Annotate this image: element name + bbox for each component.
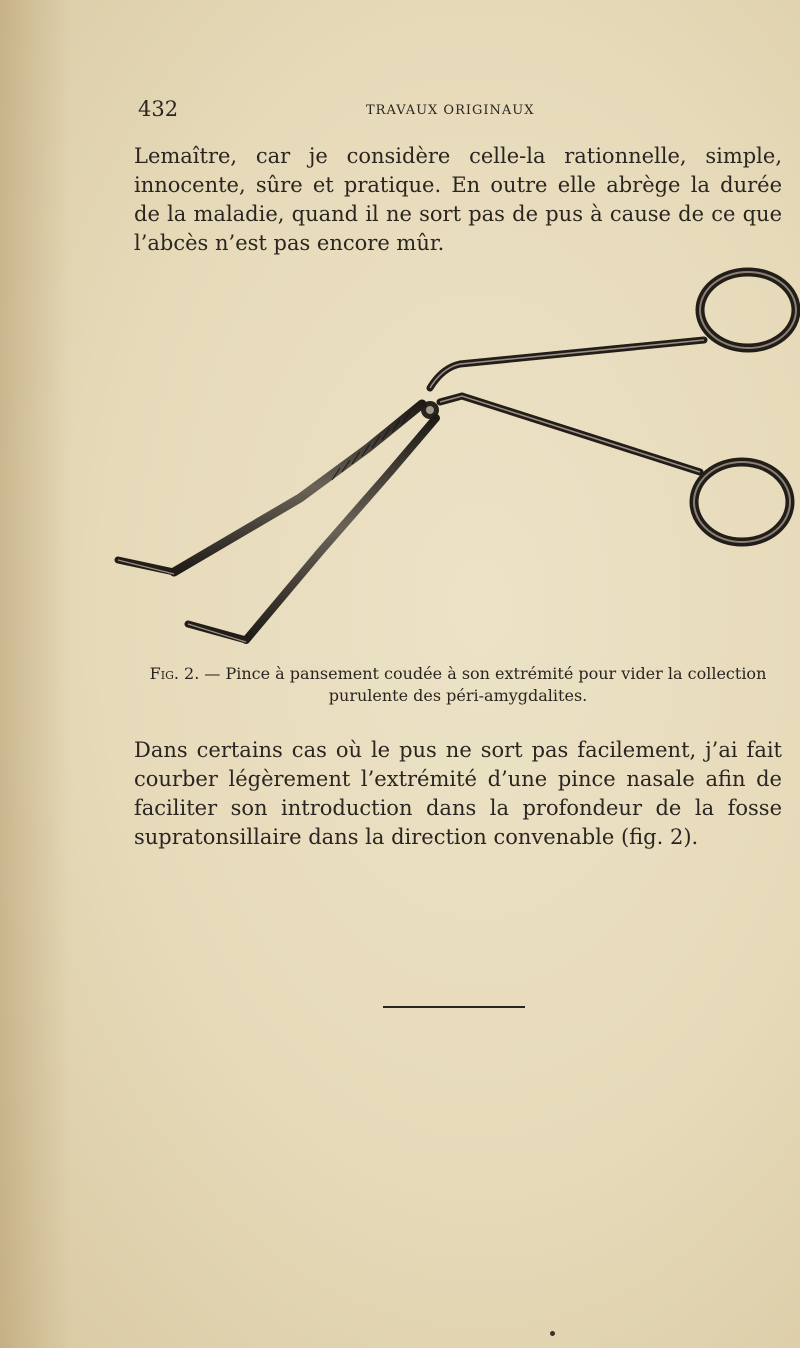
section-end-rule	[383, 1006, 525, 1008]
forceps-illustration	[110, 262, 800, 652]
page-edge-shadow	[0, 0, 70, 1348]
running-title: TRAVAUX ORIGINAUX	[366, 103, 535, 118]
paragraph-2: Dans certains cas où le pus ne sort pas facilement, j’ai fait courber légèrement l’extrémité d’une pince nasale afin de faciliter son introduction dans la profondeur de la fosse supratonsillaire dans la direction convenable (fig. 2).	[134, 738, 782, 849]
figure-caption-text: — Pince à pansement coudée à son extrémité pour vider la collection purulente des péri-amygdalites.	[204, 664, 767, 705]
lower-shank	[440, 396, 700, 472]
paragraph-1: Lemaître, car je considère celle-la rationnelle, simple, innocente, sûre et pratique. En outre elle abrège la durée de la maladie, quand il ne sort pas de pus à cause de ce que l’abcès n’est pas encore mûr.	[134, 144, 782, 255]
lower-jaw	[246, 418, 436, 640]
upper-jaw	[174, 404, 422, 572]
upper-shank	[430, 340, 704, 388]
figure-caption	[134, 663, 782, 707]
figure-label: Fig. 2.	[149, 664, 200, 683]
ink-speck	[550, 1331, 555, 1336]
page-number: 432	[138, 97, 179, 121]
page-header	[138, 97, 780, 123]
